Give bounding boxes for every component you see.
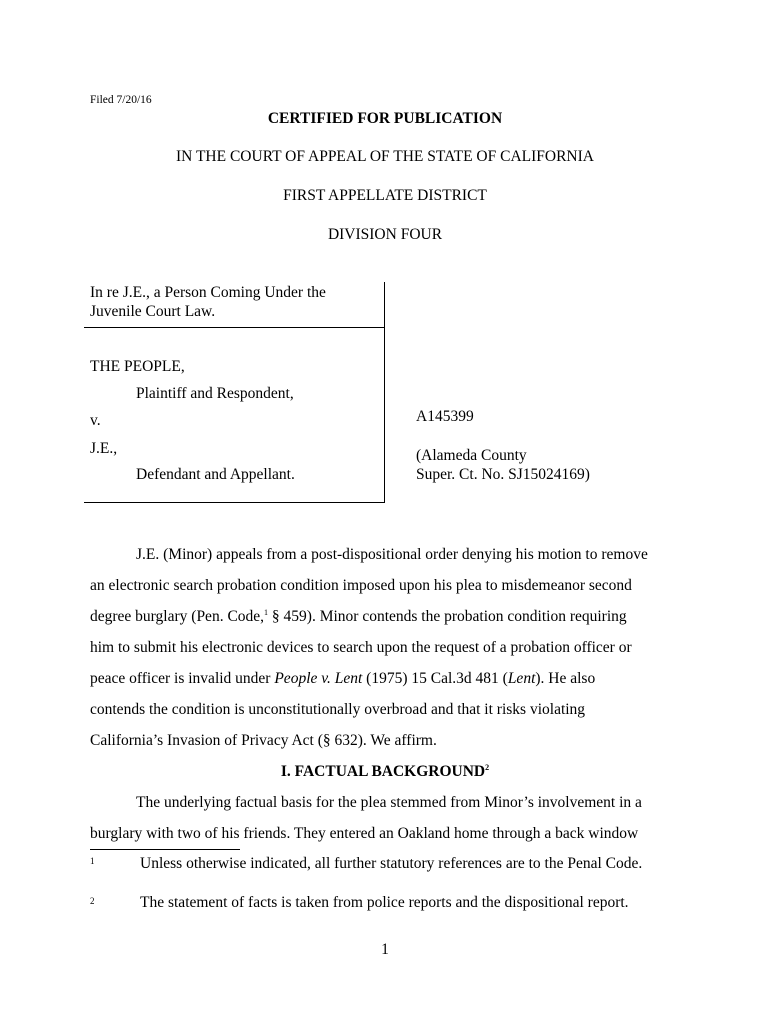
case-number: A145399 xyxy=(416,408,474,425)
heading-text: I. FACTUAL BACKGROUND xyxy=(280,763,486,781)
court-name: IN THE COURT OF APPEAL OF THE STATE OF CALIFORNIA xyxy=(176,148,594,165)
district-name: FIRST APPELLATE DISTRICT xyxy=(283,187,487,204)
people-party: THE PEOPLE, xyxy=(90,358,185,375)
body-line: J.E. (Minor) appeals from a post-dispositional order denying his motion to remove xyxy=(136,546,648,563)
in-re-line-1: In re J.E., a Person Coming Under the xyxy=(90,284,326,301)
versus: v. xyxy=(90,412,101,429)
certified-heading: CERTIFIED FOR PUBLICATION xyxy=(267,110,503,127)
text-fragment: peace officer is invalid under xyxy=(90,670,275,687)
footnote-ref: 2 xyxy=(485,763,490,772)
body-line: The underlying factual basis for the plea stemmed from Minor’s involvement in a xyxy=(136,794,642,811)
case-citation: People v. Lent xyxy=(274,670,363,687)
caption-divider xyxy=(84,327,384,328)
text-fragment: (1975) 15 Cal.3d 481 ( xyxy=(362,670,508,687)
in-re-line-2: Juvenile Court Law. xyxy=(90,303,216,320)
body-line: California’s Invasion of Privacy Act (§ 632). We affirm. xyxy=(90,732,437,749)
body-line: him to submit his electronic devices to search upon the request of a probation officer or xyxy=(90,639,632,656)
page-number: 1 xyxy=(381,941,389,958)
defendant-name: J.E., xyxy=(90,440,118,457)
filed-date: Filed 7/20/16 xyxy=(90,94,152,106)
defendant-role: Defendant and Appellant. xyxy=(136,466,295,483)
division-name: DIVISION FOUR xyxy=(327,226,443,243)
footnote-number: 2 xyxy=(90,896,95,906)
footnote-ref: 1 xyxy=(264,608,269,617)
body-line: an electronic search probation condition imposed upon his plea to misdemeanor second xyxy=(90,577,632,594)
body-line: burglary with two of his friends. They entered an Oakland home through a back window xyxy=(90,825,639,842)
footnote-number: 1 xyxy=(90,856,95,866)
text-fragment: ). He also xyxy=(535,670,596,687)
body-line xyxy=(90,608,627,626)
section-heading xyxy=(0,763,770,781)
case-short-name: Lent xyxy=(507,670,536,687)
plaintiff-role: Plaintiff and Respondent, xyxy=(136,385,294,402)
footnote-text: The statement of facts is taken from police reports and the dispositional report. xyxy=(140,894,629,911)
footnote-separator xyxy=(90,849,240,850)
text-fragment: § 459). Minor contends the probation condition requiring xyxy=(268,608,627,626)
county: (Alameda County xyxy=(416,447,527,464)
superior-court-number: Super. Ct. No. SJ15024169) xyxy=(416,466,590,483)
footnote-text: Unless otherwise indicated, all further statutory references are to the Penal Code. xyxy=(140,855,643,872)
body-line: contends the condition is unconstitutionally overbroad and that it risks violating xyxy=(90,701,586,718)
body-line xyxy=(90,670,595,688)
text-fragment: degree burglary (Pen. Code, xyxy=(90,608,265,626)
